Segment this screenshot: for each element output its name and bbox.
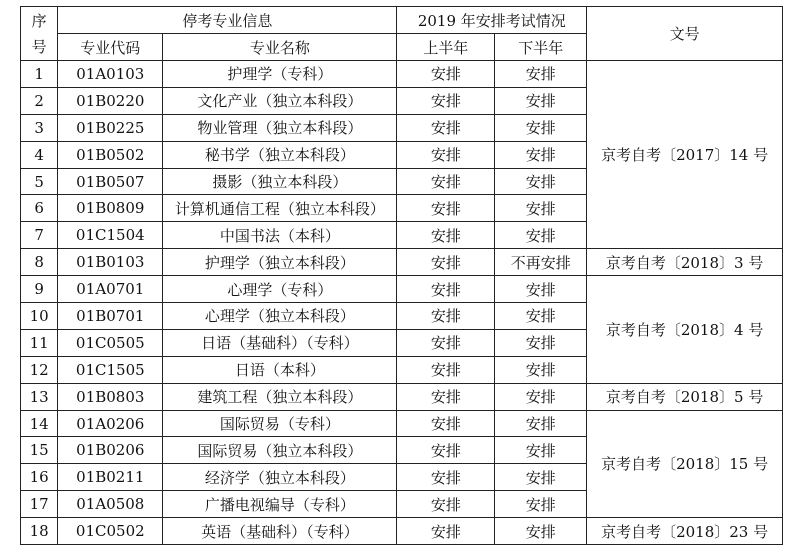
seq-cell: 13 <box>21 383 58 410</box>
first-half-cell: 安排 <box>397 491 495 518</box>
name-cell: 摄影（独立本科段） <box>163 168 397 195</box>
second-half-cell: 不再安排 <box>495 249 587 276</box>
seq-cell: 9 <box>21 276 58 303</box>
table-row <box>21 249 783 276</box>
first-half-cell: 安排 <box>397 303 495 330</box>
first-half-header: 上半年 <box>397 34 495 61</box>
code-cell: 01B0220 <box>58 87 163 114</box>
seq-cell: 3 <box>21 114 58 141</box>
name-cell: 国际贸易（独立本科段） <box>163 437 397 464</box>
code-cell: 01A0701 <box>58 276 163 303</box>
second-half-cell: 安排 <box>495 410 587 437</box>
name-header: 专业名称 <box>163 34 397 61</box>
seq-cell: 6 <box>21 195 58 222</box>
name-cell: 经济学（独立本科段） <box>163 464 397 491</box>
second-half-cell: 安排 <box>495 276 587 303</box>
first-half-cell: 安排 <box>397 114 495 141</box>
first-half-cell: 安排 <box>397 61 495 88</box>
seq-cell: 7 <box>21 222 58 249</box>
second-half-cell: 安排 <box>495 464 587 491</box>
first-half-cell: 安排 <box>397 437 495 464</box>
doc-number-cell: 京考自考〔2018〕23 号 <box>587 518 783 545</box>
doc-number-cell: 京考自考〔2018〕5 号 <box>587 383 783 410</box>
name-cell: 英语（基础科）（专科） <box>163 518 397 545</box>
doc-number-cell: 京考自考〔2018〕3 号 <box>587 249 783 276</box>
second-half-cell: 安排 <box>495 518 587 545</box>
second-half-cell: 安排 <box>495 491 587 518</box>
code-cell: 01B0507 <box>58 168 163 195</box>
code-cell: 01A0206 <box>58 410 163 437</box>
first-half-cell: 安排 <box>397 464 495 491</box>
second-half-header: 下半年 <box>495 34 587 61</box>
table-row <box>21 410 783 437</box>
second-half-cell: 安排 <box>495 222 587 249</box>
second-half-cell: 安排 <box>495 329 587 356</box>
seq-cell: 5 <box>21 168 58 195</box>
code-cell: 01B0803 <box>58 383 163 410</box>
first-half-cell: 安排 <box>397 356 495 383</box>
doc-number-cell: 京考自考〔2017〕14 号 <box>587 61 783 249</box>
second-half-cell: 安排 <box>495 87 587 114</box>
name-cell: 广播电视编导（专科） <box>163 491 397 518</box>
second-half-cell: 安排 <box>495 303 587 330</box>
code-cell: 01B0701 <box>58 303 163 330</box>
code-cell: 01B0206 <box>58 437 163 464</box>
code-cell: 01C0502 <box>58 518 163 545</box>
second-half-cell: 安排 <box>495 114 587 141</box>
second-half-cell: 安排 <box>495 356 587 383</box>
first-half-cell: 安排 <box>397 168 495 195</box>
first-half-cell: 安排 <box>397 329 495 356</box>
seq-cell: 12 <box>21 356 58 383</box>
first-half-cell: 安排 <box>397 87 495 114</box>
seq-header-top: 序 <box>31 11 47 30</box>
header-row-top <box>21 7 783 34</box>
doc-no-header: 文号 <box>587 7 783 61</box>
seq-cell: 8 <box>21 249 58 276</box>
first-half-cell: 安排 <box>397 141 495 168</box>
code-cell: 01A0103 <box>58 61 163 88</box>
doc-number-cell: 京考自考〔2018〕15 号 <box>587 410 783 518</box>
seq-cell: 14 <box>21 410 58 437</box>
name-cell: 建筑工程（独立本科段） <box>163 383 397 410</box>
major-info-header: 停考专业信息 <box>58 7 397 34</box>
seq-cell: 1 <box>21 61 58 88</box>
code-cell: 01B0225 <box>58 114 163 141</box>
first-half-cell: 安排 <box>397 518 495 545</box>
second-half-cell: 安排 <box>495 195 587 222</box>
second-half-cell: 安排 <box>495 141 587 168</box>
seq-cell: 4 <box>21 141 58 168</box>
name-cell: 秘书学（独立本科段） <box>163 141 397 168</box>
code-cell: 01B0809 <box>58 195 163 222</box>
seq-header-bottom: 号 <box>31 37 47 56</box>
seq-cell: 2 <box>21 87 58 114</box>
name-cell: 文化产业（独立本科段） <box>163 87 397 114</box>
name-cell: 护理学（独立本科段） <box>163 249 397 276</box>
table-body <box>21 61 783 545</box>
first-half-cell: 安排 <box>397 276 495 303</box>
code-cell: 01B0211 <box>58 464 163 491</box>
second-half-cell: 安排 <box>495 168 587 195</box>
first-half-cell: 安排 <box>397 222 495 249</box>
name-cell: 计算机通信工程（独立本科段） <box>163 195 397 222</box>
code-cell: 01C0505 <box>58 329 163 356</box>
name-cell: 心理学（独立本科段） <box>163 303 397 330</box>
code-cell: 01B0502 <box>58 141 163 168</box>
seq-cell: 15 <box>21 437 58 464</box>
name-cell: 物业管理（独立本科段） <box>163 114 397 141</box>
code-header: 专业代码 <box>58 34 163 61</box>
first-half-cell: 安排 <box>397 249 495 276</box>
table-row <box>21 518 783 545</box>
name-cell: 护理学（专科） <box>163 61 397 88</box>
first-half-cell: 安排 <box>397 195 495 222</box>
doc-number-cell: 京考自考〔2018〕4 号 <box>587 276 783 384</box>
second-half-cell: 安排 <box>495 61 587 88</box>
first-half-cell: 安排 <box>397 383 495 410</box>
second-half-cell: 安排 <box>495 437 587 464</box>
suspended-majors-table <box>20 6 783 545</box>
name-cell: 中国书法（本科） <box>163 222 397 249</box>
first-half-cell: 安排 <box>397 410 495 437</box>
code-cell: 01A0508 <box>58 491 163 518</box>
table-row <box>21 61 783 88</box>
name-cell: 日语（基础科）（专科） <box>163 329 397 356</box>
seq-cell: 11 <box>21 329 58 356</box>
name-cell: 心理学（专科） <box>163 276 397 303</box>
seq-cell: 18 <box>21 518 58 545</box>
code-cell: 01C1504 <box>58 222 163 249</box>
seq-cell: 10 <box>21 303 58 330</box>
code-cell: 01B0103 <box>58 249 163 276</box>
table-row <box>21 276 783 303</box>
seq-cell: 17 <box>21 491 58 518</box>
seq-cell: 16 <box>21 464 58 491</box>
name-cell: 日语（本科） <box>163 356 397 383</box>
name-cell: 国际贸易（专科） <box>163 410 397 437</box>
code-cell: 01C1505 <box>58 356 163 383</box>
table-row <box>21 383 783 410</box>
exam-2019-header: 2019 年安排考试情况 <box>397 7 587 34</box>
second-half-cell: 安排 <box>495 383 587 410</box>
seq-header <box>21 7 58 61</box>
